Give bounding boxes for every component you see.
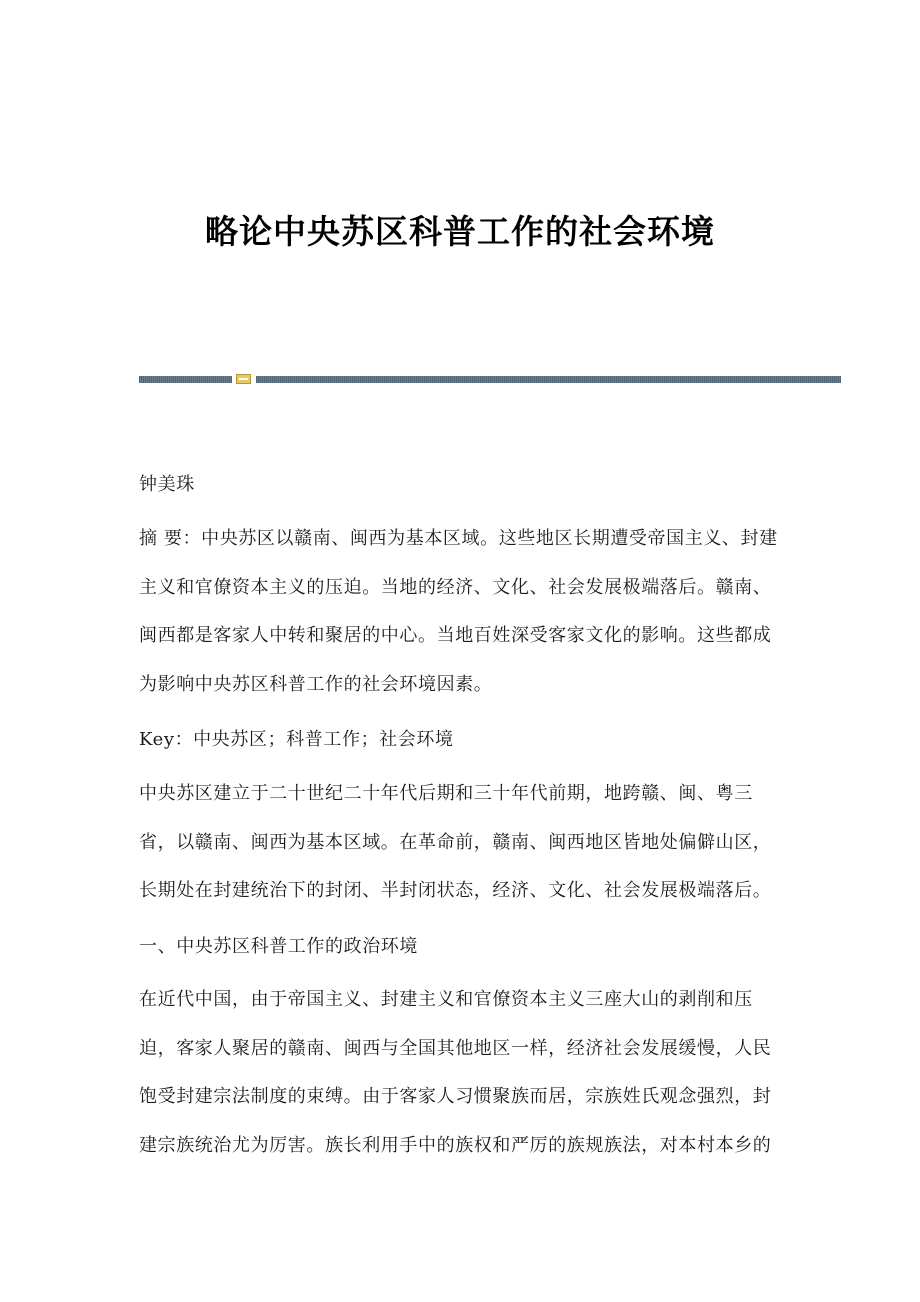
divider-ornament-icon bbox=[236, 374, 251, 384]
divider-bar-right bbox=[256, 376, 841, 383]
section-heading: 一、中央苏区科普工作的政治环境 bbox=[139, 936, 418, 957]
author-name: 钟美珠 bbox=[139, 474, 195, 495]
keywords-line: Key：中央苏区；科普工作；社会环境 bbox=[139, 729, 454, 750]
document-title: 略论中央苏区科普工作的社会环境 bbox=[205, 212, 715, 251]
section-paragraph: 在近代中国，由于帝国主义、封建主义和官僚资本主义三座大山的剥削和压迫，客家人聚居的赣南、闽西与全国其他地区一样，经济社会发展缓慢，人民饱受封建宗法制度的束缚。由于客家人习惯聚族而居，宗族姓氏观念强烈，封建宗族统治尤为厉害。族长利用手中的族权和严厉的族规族法，对本村本乡的 bbox=[139, 989, 772, 1156]
intro-paragraph: 中央苏区建立于二十世纪二十年代后期和三十年代前期，地跨赣、闽、粤三省，以赣南、闽西为基本区域。在革命前，赣南、闽西地区皆地处偏僻山区，长期处在封建统治下的封闭、半封闭状态，经济、文化、社会发展极端落后。 bbox=[139, 783, 772, 901]
abstract-paragraph: 摘 要：中央苏区以赣南、闽西为基本区域。这些地区长期遭受帝国主义、封建主义和官僚资本主义的压迫。当地的经济、文化、社会发展极端落后。赣南、闽西都是客家人中转和聚居的中心。当地百姓深受客家文化的影响。这些都成为影响中央苏区科普工作的社会环境因素。 bbox=[139, 528, 778, 695]
decorative-divider bbox=[139, 374, 841, 384]
divider-bar-left bbox=[139, 376, 232, 383]
